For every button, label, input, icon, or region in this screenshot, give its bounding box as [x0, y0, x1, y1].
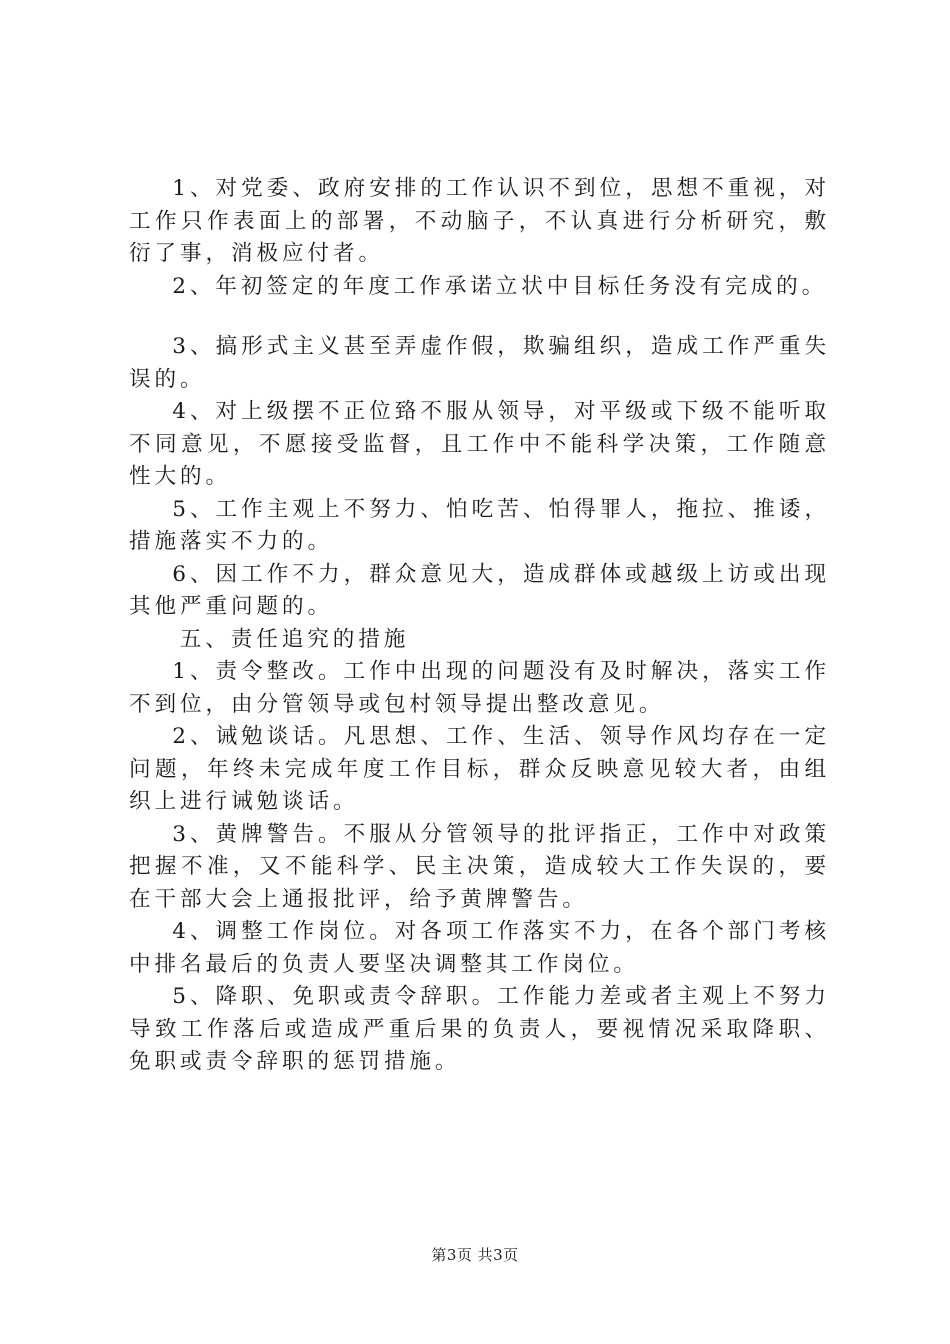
paragraph-item-1: 1、对党委、政府安排的工作认识不到位，思想不重视，对工作只作表面上的部署，不动脑子，不认真进行分析研究，敷衍了事，消极应付者。: [129, 176, 830, 266]
paragraph-item-2: 2、年初签定的年度工作承诺立状中目标任务没有完成的。: [172, 273, 828, 299]
measure-item-5: 5、降职、免职或责令辞职。工作能力差或者主观上不努力导致工作落后或造成严重后果的负责人，要视情况采取降职、免职或责令辞职的惩罚措施。: [129, 984, 830, 1074]
document-body: [129, 173, 830, 1079]
paragraph-item-3: 3、搞形式主义甚至弄虚作假，欺骗组织，造成工作严重失误的。: [129, 334, 830, 392]
measure-item-2: 2、诫勉谈话。凡思想、工作、生活、领导作风均存在一定问题，年终未完成年度工作目标，群众反映意见较大者，由组织上进行诫勉谈话。: [129, 724, 830, 814]
paragraph-item-6: 6、因工作不力，群众意见大，造成群体或越级上访或出现其他严重问题的。: [129, 561, 830, 619]
measure-item-3: 3、黄牌警告。不服从分管领导的批评指正，工作中对政策把握不准，又不能科学、民主决策，造成较大工作失误的，要在干部大会上通报批评，给予黄牌警告。: [129, 821, 830, 912]
section-heading: 五、责任追究的措施: [179, 626, 410, 652]
page-number-footer: 第3页 共3页: [431, 1246, 519, 1264]
paragraph-item-5: 5、工作主观上不努力、怕吃苦、怕得罪人，拖拉、推诿，措施落实不力的。: [129, 496, 830, 554]
measure-item-4: 4、调整工作岗位。对各项工作落实不力，在各个部门考核中排名最后的负责人要坚决调整其工作岗位。: [129, 919, 830, 977]
paragraph-item-4: 4、对上级摆不正位臵不服从领导，对平级或下级不能听取不同意见，不愿接受监督，且工作中不能科学决策，工作随意性大的。: [129, 399, 830, 489]
measure-item-1: 1、责令整改。工作中出现的问题没有及时解决，落实工作不到位，由分管领导或包村领导提出整改意见。: [129, 659, 830, 717]
